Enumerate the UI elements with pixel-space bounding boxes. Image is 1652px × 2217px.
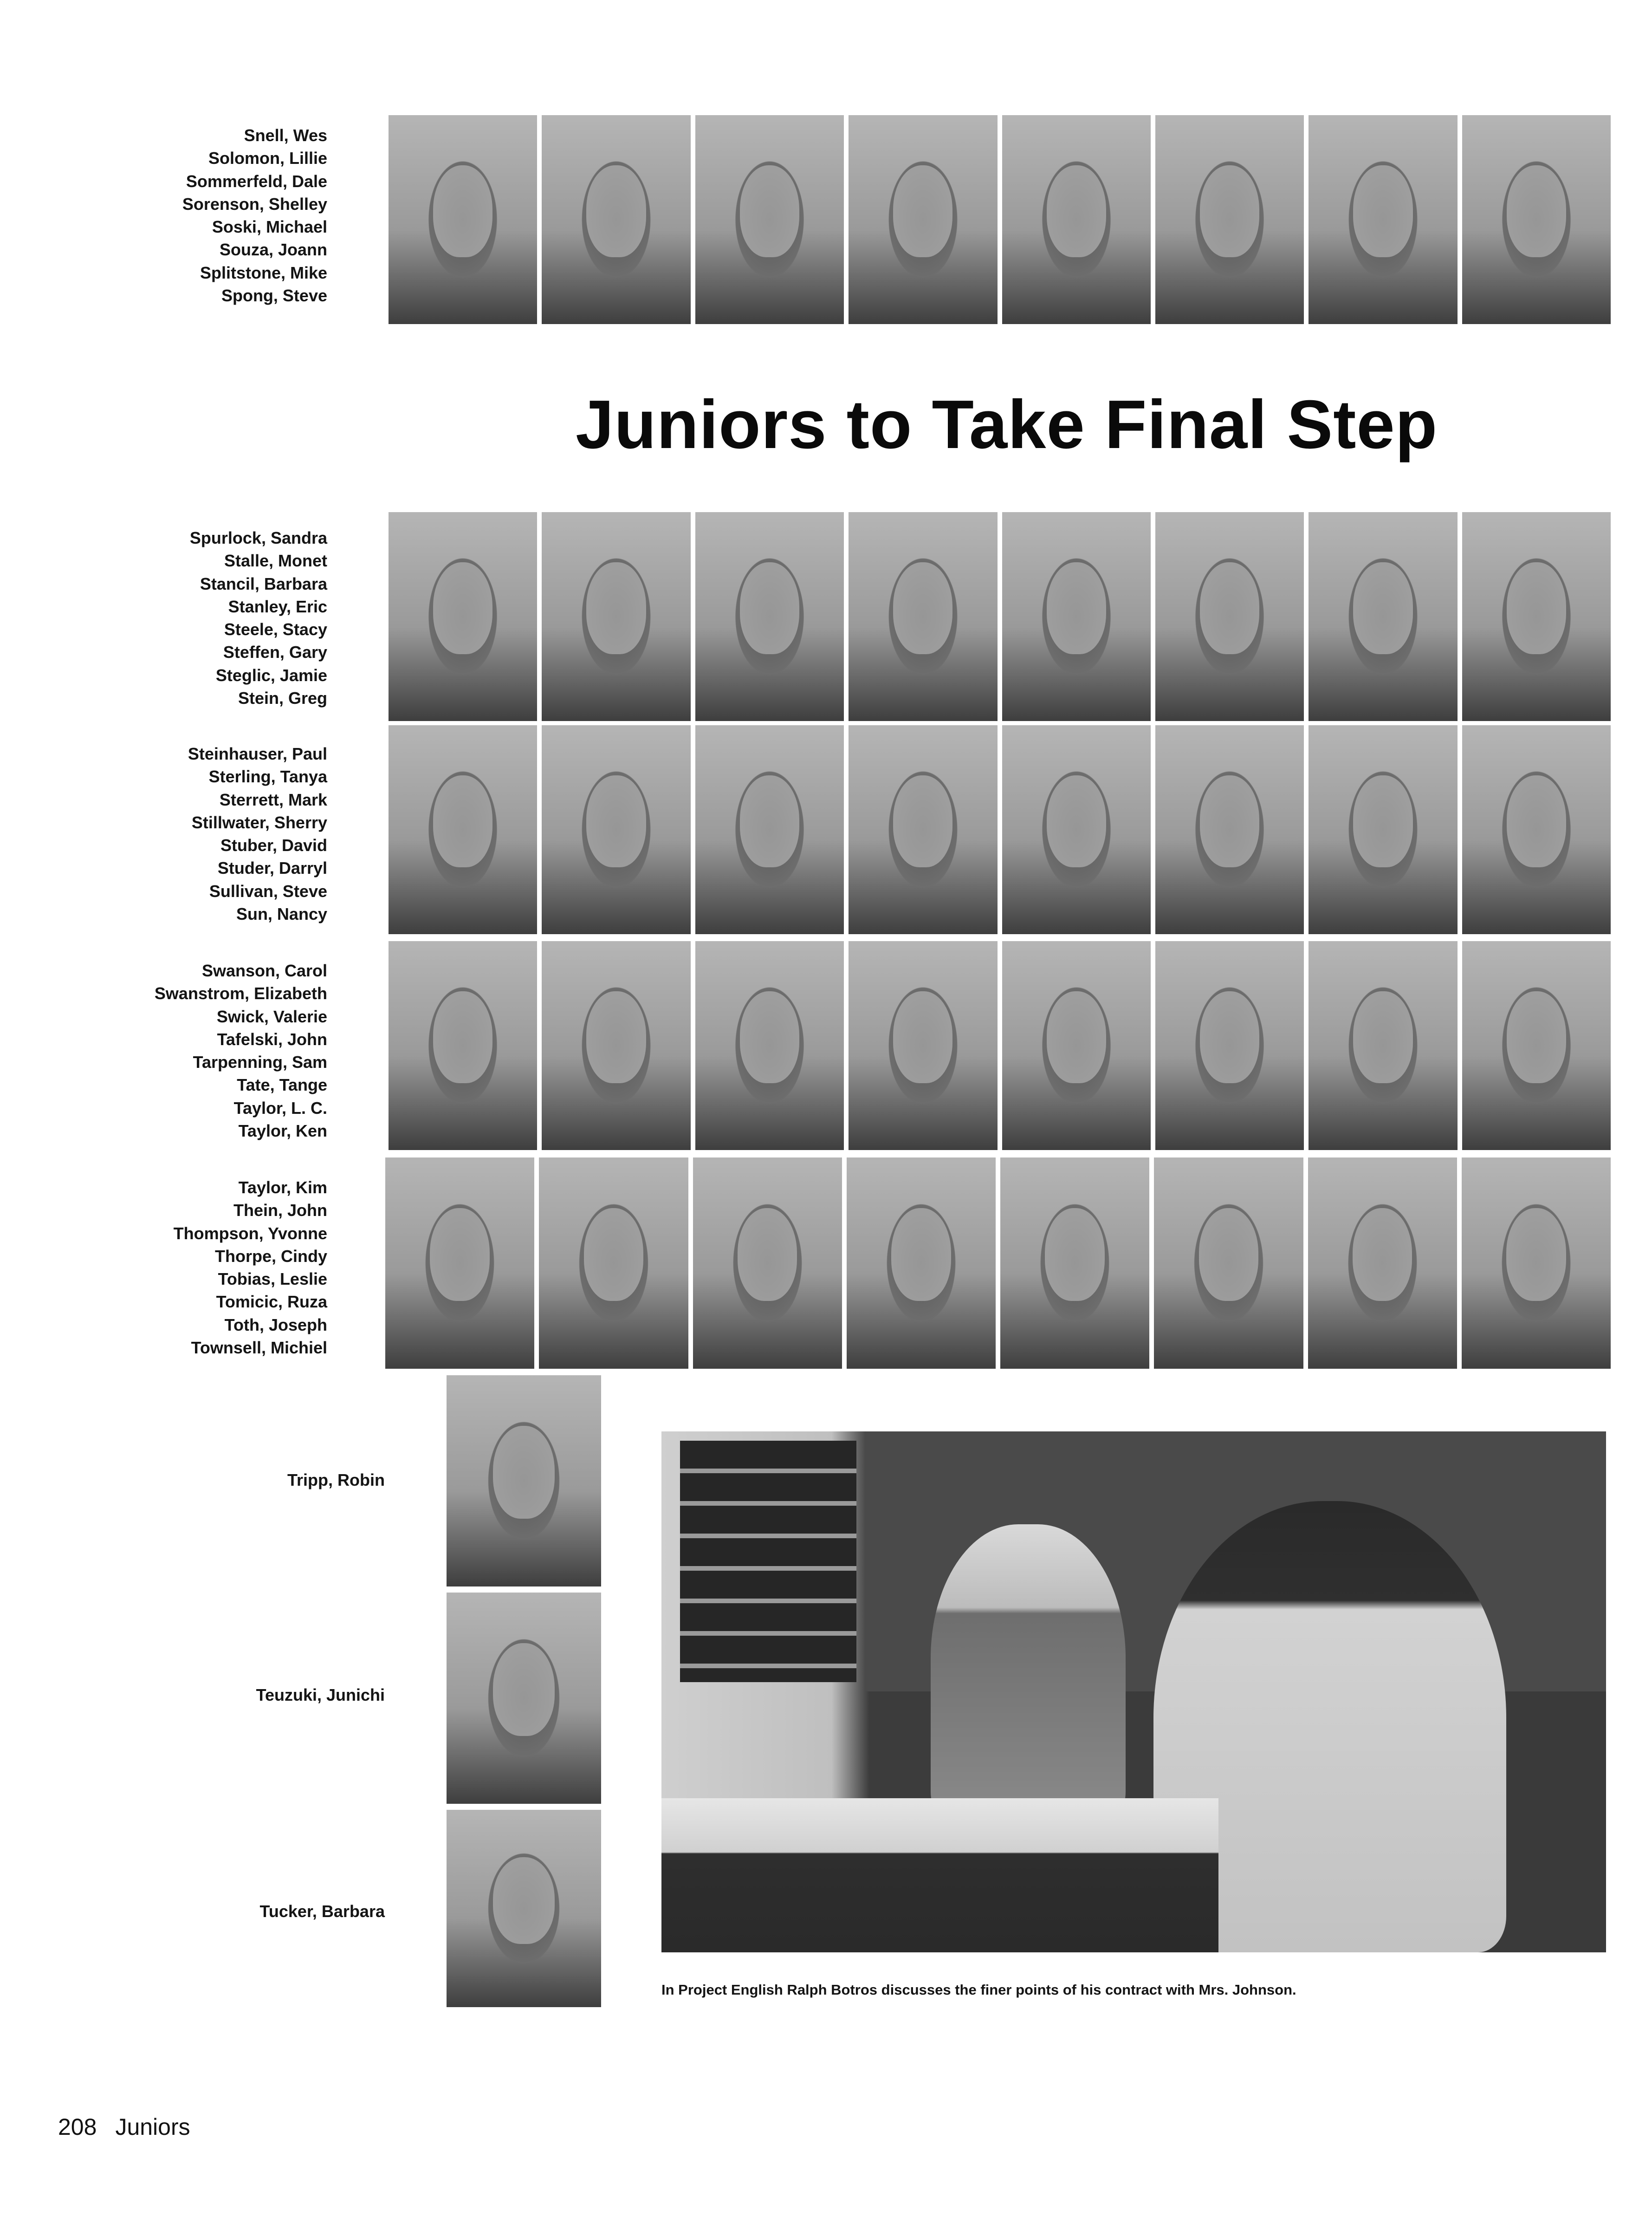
student-portrait [385, 1157, 534, 1369]
page-number: 208 [58, 2114, 97, 2140]
student-portrait [695, 512, 844, 721]
student-portrait [1462, 512, 1611, 721]
student-portrait [1155, 115, 1304, 324]
student-name: Solomon, Lillie [208, 149, 327, 168]
student-portrait [1155, 941, 1304, 1150]
student-name: Stanley, Eric [228, 597, 327, 616]
student-portrait [693, 1157, 842, 1369]
student-name: Stancil, Barbara [200, 574, 327, 593]
student-portrait [849, 725, 997, 934]
student-portrait [849, 512, 997, 721]
name-list [111, 527, 327, 709]
student-name: Stein, Greg [238, 689, 327, 708]
student-portrait [849, 941, 997, 1150]
student-name: Steglic, Jamie [215, 665, 327, 685]
student-name: Sorenson, Shelley [182, 194, 327, 214]
section-name: Juniors [115, 2114, 190, 2140]
student-name: Sun, Nancy [236, 904, 327, 924]
bulletin-board [680, 1441, 856, 1682]
student-portrait [1002, 115, 1151, 324]
student-name: Thorpe, Cindy [215, 1246, 327, 1266]
student-name: Thein, John [233, 1201, 327, 1220]
student-name: Spong, Steve [221, 286, 327, 306]
student-portrait [1000, 1157, 1149, 1369]
student-name: Sterling, Tanya [208, 767, 327, 787]
photo-caption: In Project English Ralph Botros discusses the finer points of his contract with Mrs. Johnson. [661, 1982, 1296, 1998]
name-list [111, 1176, 327, 1359]
student-portrait [1309, 115, 1457, 324]
student-name: Stalle, Monet [224, 551, 327, 571]
student-name: Swanson, Carol [201, 961, 327, 980]
student-name: Taylor, Kim [238, 1178, 327, 1197]
portrait-row [389, 115, 1611, 324]
student-portrait [1462, 115, 1611, 324]
student-portrait [847, 1157, 996, 1369]
student-name: Steele, Stacy [224, 620, 327, 639]
student-portrait [695, 115, 844, 324]
student-name: Stillwater, Sherry [191, 813, 327, 832]
student-portrait [1308, 1157, 1457, 1369]
student-name: Sommerfeld, Dale [186, 171, 327, 191]
student-name: Splitstone, Mike [200, 263, 327, 282]
student-name: Taylor, L. C. [233, 1098, 327, 1118]
student-name: Taylor, Ken [238, 1121, 327, 1141]
student-portrait [1154, 1157, 1303, 1369]
student-name: Spurlock, Sandra [189, 528, 327, 547]
student-portrait [1002, 725, 1151, 934]
student-portrait [1309, 725, 1457, 934]
student-name: Steffen, Gary [223, 643, 327, 662]
name-list [111, 124, 327, 307]
student-portrait [447, 1810, 601, 2007]
student-portrait [542, 512, 690, 721]
student-name: Tripp, Robin [287, 1470, 385, 1489]
portrait-row [389, 941, 1611, 1150]
student-portrait [1309, 941, 1457, 1150]
student-portrait [1309, 512, 1457, 721]
student-name: Tobias, Leslie [218, 1269, 327, 1289]
student-portrait [695, 725, 844, 934]
student-portrait [1002, 512, 1151, 721]
student-portrait [389, 512, 537, 721]
student-portrait [1462, 725, 1611, 934]
student-name: Toth, Joseph [224, 1315, 327, 1334]
student-name: Tomicic, Ruza [216, 1292, 327, 1312]
student-portrait [1002, 941, 1151, 1150]
student-name: Tarpenning, Sam [193, 1053, 327, 1072]
student-name: Sullivan, Steve [209, 881, 327, 901]
portrait-row [385, 1157, 1611, 1369]
student-name: Teuzuki, Junichi [256, 1685, 385, 1704]
student-name: Tafelski, John [217, 1029, 327, 1049]
student-portrait [447, 1375, 601, 1586]
desk [661, 1798, 1218, 1952]
student-name: Studer, Darryl [217, 858, 327, 878]
student-portrait [539, 1157, 688, 1369]
student-portrait [1155, 725, 1304, 934]
student-name: Stuber, David [220, 836, 327, 855]
classroom-photo [661, 1431, 1606, 1952]
student-portrait [542, 941, 690, 1150]
student-name: Steinhauser, Paul [188, 744, 327, 763]
student-portrait [695, 941, 844, 1150]
student-portrait [447, 1593, 601, 1804]
portrait-row [389, 725, 1611, 934]
student-name: Townsell, Michiel [191, 1338, 327, 1358]
teacher-figure [931, 1524, 1126, 1821]
student-portrait [389, 725, 537, 934]
portrait-row [389, 512, 1611, 721]
student-name: Souza, Joann [219, 240, 327, 260]
page-footer [58, 2113, 190, 2140]
name-list [111, 742, 327, 925]
student-name: Tucker, Barbara [259, 1902, 385, 1921]
student-name: Soski, Michael [212, 217, 327, 237]
student-portrait [389, 941, 537, 1150]
student-portrait [1462, 941, 1611, 1150]
student-name: Snell, Wes [244, 126, 327, 145]
student-name: Sterrett, Mark [219, 790, 327, 809]
student-name: Swanstrom, Elizabeth [154, 984, 327, 1003]
name-list [111, 959, 327, 1142]
student-portrait [542, 725, 690, 934]
student-portrait [849, 115, 997, 324]
student-portrait [1155, 512, 1304, 721]
student-name: Thompson, Yvonne [173, 1223, 327, 1243]
student-name: Tate, Tange [237, 1075, 327, 1095]
student-portrait [1462, 1157, 1611, 1369]
student-portrait [389, 115, 537, 324]
page-headline: Juniors to Take Final Step [576, 386, 1438, 463]
student-name: Swick, Valerie [216, 1007, 327, 1026]
student-portrait [542, 115, 690, 324]
